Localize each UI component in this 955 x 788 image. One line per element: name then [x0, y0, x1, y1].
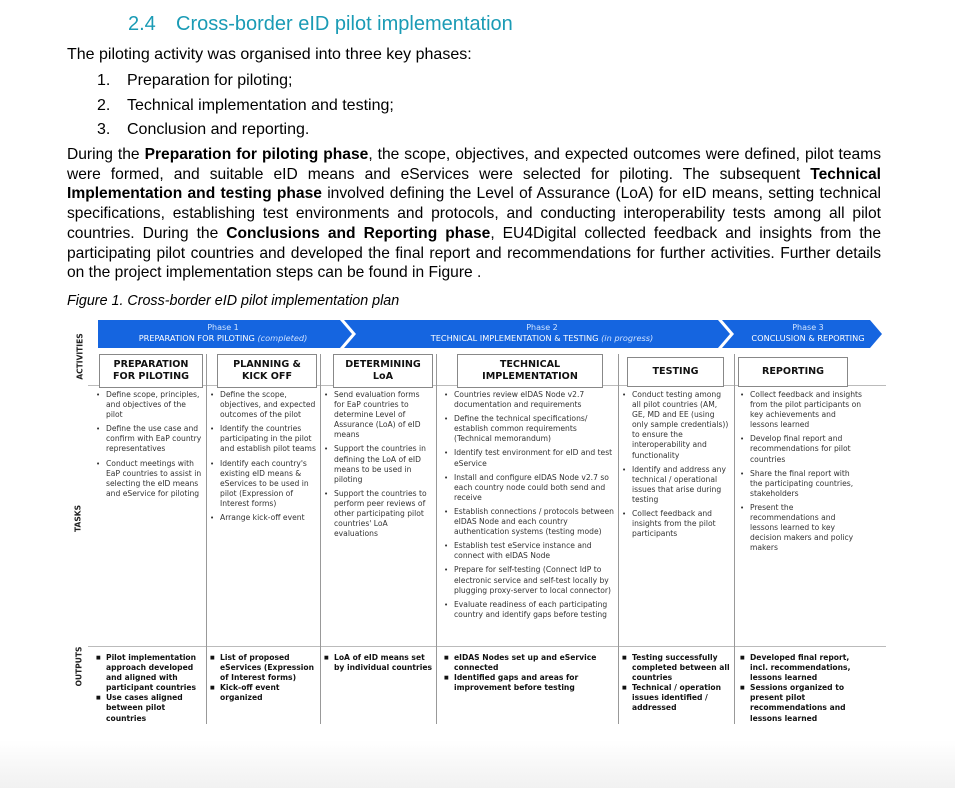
- task-item: • Identify test environment for eID and test eService: [444, 448, 614, 468]
- task-item: • Identify each country's existing eID means & eServices to be used in pilot (Expression of Interest forms): [210, 459, 316, 509]
- activity-header: PLANNING & KICK OFF: [217, 354, 317, 388]
- task-item: • Evaluate readiness of each participating country and identify gaps before testing: [444, 600, 614, 620]
- tasks-column: [324, 390, 432, 543]
- para-bold: Preparation for piloting phase: [144, 146, 369, 163]
- para-text: , EU4Digital collected feedback and insights from the participating pilot countries and developed the final report and recommendations for further activities. Further details on the project implementation steps can be found in Figure .: [67, 224, 881, 282]
- task-item: • Countries review eIDAS Node v2.7 documentation and requirements: [444, 390, 614, 410]
- intro-text: The piloting activity was organised into three key phases:: [67, 46, 472, 63]
- task-item: • Support the countries to perform peer reviews of other participating pilot countries' LoA evaluations: [324, 489, 432, 539]
- task-item: • Collect feedback and insights from the pilot participants: [622, 509, 732, 539]
- tasks-column: [210, 390, 316, 527]
- list-number: 1.: [97, 72, 111, 89]
- column-divider: [618, 354, 619, 724]
- implementation-plan-figure: [58, 316, 888, 728]
- phase-title: PREPARATION FOR PILOTING: [138, 333, 255, 343]
- output-item: ■ Developed final report, incl. recommendations, lessons learned: [740, 653, 862, 683]
- task-item: • Arrange kick-off event: [210, 513, 316, 523]
- output-item: ■ Use cases aligned between pilot countries: [96, 693, 204, 723]
- phase-number: Phase 3: [792, 323, 824, 332]
- task-item: • Develop final report and recommendations for pilot countries: [740, 434, 864, 464]
- list-item: [97, 94, 394, 119]
- task-item: • Conduct testing among all pilot countries (AM, GE, MD and EE (using only sample credentials)) to ensure the interoperability and functionality: [622, 390, 732, 461]
- activity-header: REPORTING: [738, 357, 848, 387]
- activity-header: PREPARATION FOR PILOTING: [99, 354, 203, 388]
- outputs-column: [96, 653, 204, 724]
- output-item: ■ eIDAS Nodes set up and eService connected: [444, 653, 612, 673]
- task-item: • Establish test eService instance and connect with eIDAS Node: [444, 541, 614, 561]
- output-item: ■ List of proposed eServices (Expression of Interest forms): [210, 653, 318, 683]
- task-item: • Define scope, principles, and objectives of the pilot: [96, 390, 202, 420]
- section-heading: [128, 13, 513, 36]
- phase-2-label: [358, 323, 726, 343]
- outputs-column: [444, 653, 612, 693]
- output-item: ■ Identified gaps and areas for improvement before testing: [444, 673, 612, 693]
- section-title: Cross-border eID pilot implementation: [176, 13, 513, 35]
- para-bold: Technical Implementation and testing phase: [67, 165, 881, 203]
- list-item: [97, 118, 394, 143]
- list-item: [97, 69, 394, 94]
- row-label-tasks: TASKS: [73, 505, 83, 532]
- task-item: • Define the scope, objectives, and expected outcomes of the pilot: [210, 390, 316, 420]
- tasks-column: [740, 390, 864, 557]
- para-text: During the: [67, 146, 145, 163]
- phase-1-label: [98, 323, 348, 343]
- phase-3-label: [736, 323, 880, 343]
- output-item: ■ LoA of eID means set by individual countries: [324, 653, 434, 673]
- page-bottom-shadow: [0, 740, 955, 788]
- row-label-outputs: OUTPUTS: [74, 646, 84, 687]
- output-item: ■ Technical / operation issues identified / addressed: [622, 683, 732, 713]
- tasks-column: [96, 390, 202, 503]
- task-item: • Send evaluation forms for EaP countries to determine Level of Assurance (LoA) of eID means: [324, 390, 432, 440]
- task-item: • Identify the countries participating in the pilot and establish pilot teams: [210, 424, 316, 454]
- task-item: • Conduct meetings with EaP countries to assist in selecting the eID means and eService for piloting: [96, 459, 202, 499]
- phase-status: (in progress): [601, 333, 654, 343]
- output-item: ■ Sessions organized to present pilot recommendations and lessons learned: [740, 683, 862, 723]
- list-text: Technical implementation and testing;: [127, 96, 394, 114]
- outputs-column: [740, 653, 862, 724]
- phase-number: Phase 2: [526, 323, 558, 332]
- column-divider: [436, 354, 437, 724]
- column-divider: [734, 354, 735, 724]
- output-item: ■ Testing successfully completed between all countries: [622, 653, 732, 683]
- task-item: • Define the technical specifications/ establish common requirements (Technical memorandum): [444, 414, 614, 444]
- task-item: • Install and configure eIDAS Node v2.7 so each country node could both send and receive: [444, 473, 614, 503]
- para-bold: Conclusions and Reporting phase: [226, 224, 491, 242]
- para-text: , the scope, objectives, and expected outcomes were defined, pilot teams were formed, and suitable eID means and eServices were selected for piloting. The subsequent: [67, 146, 881, 183]
- list-text: Conclusion and reporting.: [127, 121, 310, 138]
- activity-header: DETERMINING LoA: [333, 354, 433, 388]
- phase-title: CONCLUSION & REPORTING: [751, 333, 865, 343]
- activity-header: TECHNICAL IMPLEMENTATION: [457, 354, 603, 388]
- list-number: 3.: [97, 121, 111, 138]
- phase-number: Phase 1: [207, 323, 239, 332]
- task-item: • Collect feedback and insights from the pilot participants on key achievements and lessons learned: [740, 390, 864, 430]
- task-item: • Prepare for self-testing (Connect IdP to electronic service and self-test locally by plugging proxy-server to local connector): [444, 565, 614, 595]
- task-item: • Support the countries in defining the LoA of eID means to be used in piloting: [324, 444, 432, 484]
- task-item: • Present the recommendations and lessons learned to key decision makers and policy makers: [740, 503, 864, 553]
- divider: [88, 646, 886, 647]
- list-number: 2.: [97, 96, 111, 114]
- list-text: Preparation for piloting;: [127, 72, 293, 89]
- figure-caption: Figure 1. Cross-border eID pilot implementation plan: [67, 293, 400, 309]
- body-paragraph: [67, 145, 881, 283]
- task-item: • Establish connections / protocols between eIDAS Node and each country authentication systems (testing mode): [444, 507, 614, 537]
- task-item: • Share the final report with the participating countries, stakeholders: [740, 469, 864, 499]
- phase-title: TECHNICAL IMPLEMENTATION & TESTING: [430, 333, 599, 343]
- output-item: ■ Kick-off event organized: [210, 683, 318, 703]
- row-label-activities: ACTIVITIES: [75, 333, 85, 380]
- column-divider: [206, 354, 207, 724]
- task-item: • Define the use case and confirm with EaP country representatives: [96, 424, 202, 454]
- tasks-column: [622, 390, 732, 543]
- column-divider: [320, 354, 321, 724]
- section-number: 2.4: [128, 13, 156, 35]
- phase-status: (completed): [257, 333, 308, 343]
- output-item: ■ Pilot implementation approach developed and aligned with participant countries: [96, 653, 204, 693]
- phase-list: [97, 69, 394, 143]
- outputs-column: [324, 653, 434, 673]
- outputs-column: [210, 653, 318, 703]
- task-item: • Identify and address any technical / operational issues that arise during testing: [622, 465, 732, 505]
- tasks-column: [444, 390, 614, 624]
- outputs-column: [622, 653, 732, 714]
- para-text: involved defining the Level of Assurance (LoA) for eID means, setting technical specifications, establishing test environments and protocols, and conducting interoperability tests among all pilot countries. During the: [67, 185, 881, 242]
- activity-header: TESTING: [627, 357, 724, 387]
